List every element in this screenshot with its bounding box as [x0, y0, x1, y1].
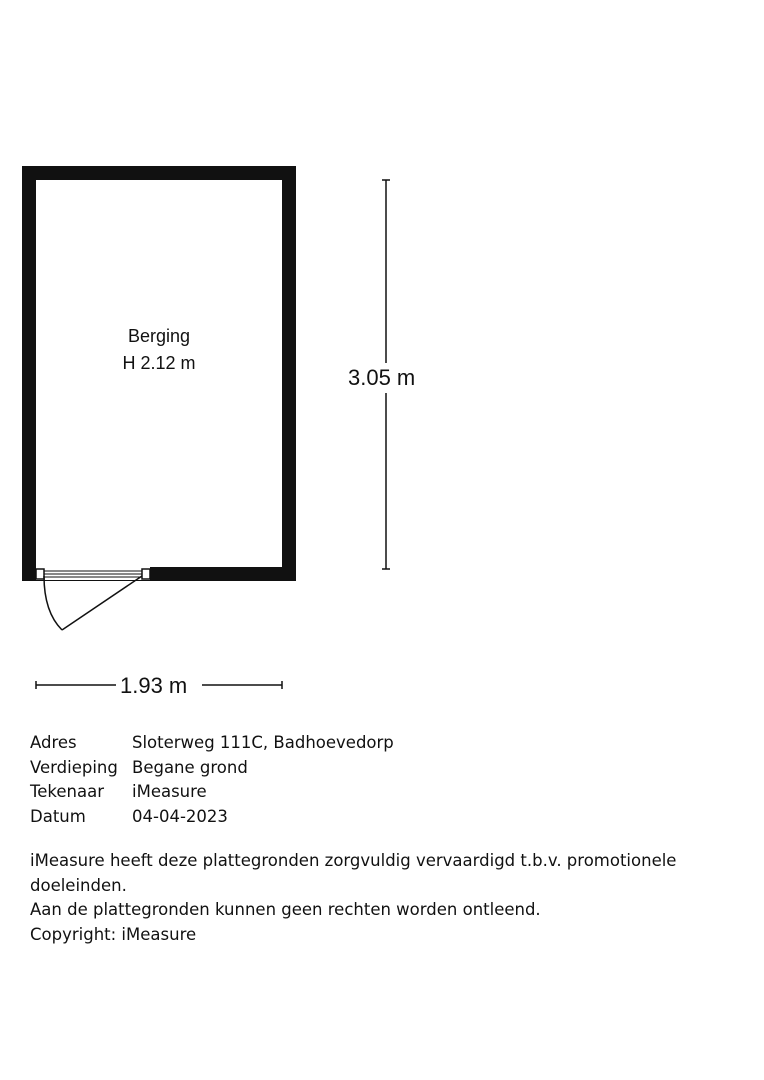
info-value: Begane grond [132, 757, 248, 777]
info-label: Verdieping [30, 757, 118, 777]
vertical-dimension-label: 3.05 m [348, 363, 415, 393]
room-height: H 2.12 m [122, 353, 196, 373]
info-value: iMeasure [132, 782, 207, 801]
info-value: Sloterweg 111C, Badhoevedorp [132, 733, 394, 752]
door-frame-left [36, 569, 44, 579]
info-row-date [30, 807, 394, 832]
info-label: Datum [30, 806, 86, 826]
info-label: Tekenaar [30, 782, 105, 801]
door-swing-arc [44, 576, 62, 630]
copyright-line: Copyright: iMeasure [30, 924, 197, 944]
info-row-drawer [30, 782, 394, 807]
info-value: 04-04-2023 [132, 806, 228, 826]
door-leaf [62, 576, 142, 630]
info-row-address [30, 733, 394, 758]
info-label: Adres [30, 733, 77, 752]
disclaimer-line: Aan de plattegronden kunnen geen rechten worden ontleend. [30, 900, 541, 919]
info-row-floor [30, 758, 394, 783]
door-frame-right [142, 569, 150, 579]
door-opening [36, 566, 150, 580]
horizontal-dimension-label: 1.93 m [120, 673, 188, 698]
disclaimer [30, 849, 764, 947]
room-name: Berging [127, 326, 191, 346]
plan-info-table [30, 733, 394, 831]
disclaimer-line: iMeasure heeft deze plattegronden zorgvuldig vervaardigd t.b.v. promotionele doeleinden. [30, 851, 677, 895]
